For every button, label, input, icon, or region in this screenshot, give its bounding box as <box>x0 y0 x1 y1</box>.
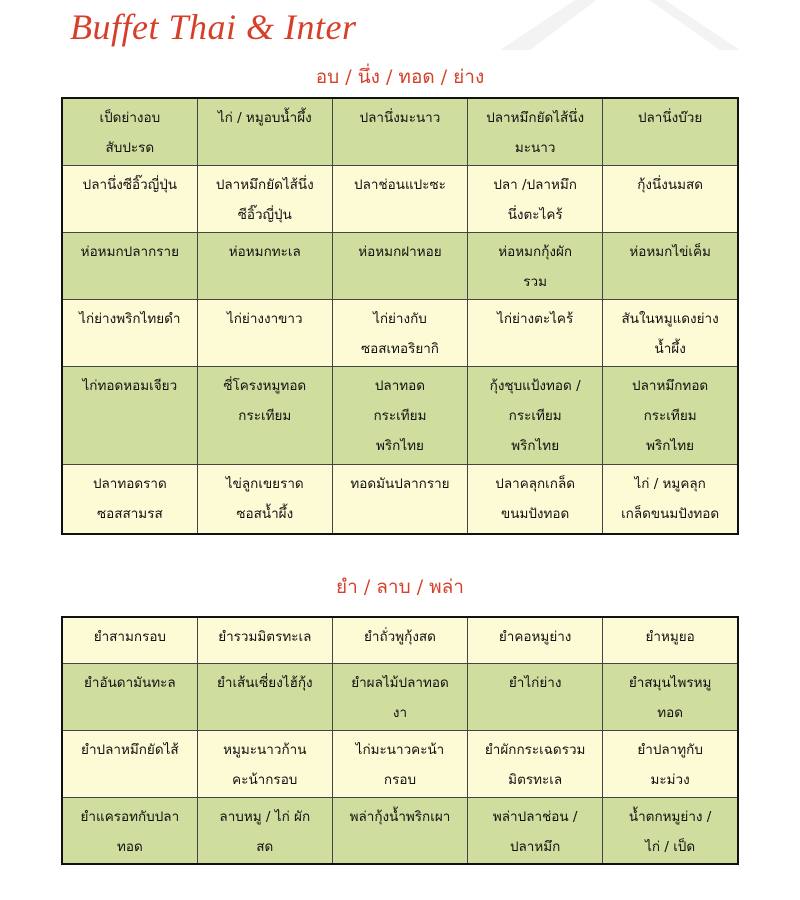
menu-item: ยำแครอทกับปลา ทอด <box>62 797 197 864</box>
menu-item: ยำสมุนไพรหมู ทอด <box>603 663 738 730</box>
menu-item: ไก่มะนาวคะน้า กรอบ <box>332 730 467 797</box>
section-heading-grilled: อบ / นึ่ง / ทอด / ย่าง <box>315 66 485 88</box>
menu-item: ไก่ / หมูคลุก เกล็ดขนมปังทอด <box>603 464 738 534</box>
menu-item: ยำคอหมูย่าง <box>468 617 603 663</box>
table-row <box>62 730 738 797</box>
menu-item: พล่าปลาช่อน / ปลาหมึก <box>468 797 603 864</box>
menu-item: ห่อหมกกุ้งผัก รวม <box>468 232 603 299</box>
menu-item: ยำปลาทูกับ มะม่วง <box>603 730 738 797</box>
menu-item: ซี่โครงหมูทอด กระเทียม <box>197 366 332 464</box>
menu-item: ไก่ย่างงาขาว <box>197 299 332 366</box>
table-row <box>62 663 738 730</box>
menu-item: น้ำตกหมูย่าง / ไก่ / เป็ด <box>603 797 738 864</box>
menu-item: ห่อหมกทะเล <box>197 232 332 299</box>
menu-item: หมูมะนาวก้าน คะน้ากรอบ <box>197 730 332 797</box>
table-row <box>62 232 738 299</box>
menu-item: ห่อหมกปลากราย <box>62 232 197 299</box>
menu-item: ยำผลไม้ปลาทอด งา <box>332 663 467 730</box>
watermark-graphic <box>440 0 800 50</box>
section-heading-salads: ยำ / ลาบ / พล่า <box>336 576 464 598</box>
menu-item: ยำรวมมิตรทะเล <box>197 617 332 663</box>
table-row <box>62 464 738 534</box>
menu-item: ห่อหมกฝาหอย <box>332 232 467 299</box>
menu-item: ยำถั่วพูกุ้งสด <box>332 617 467 663</box>
menu-item: ปลาหมึกยัดไส้นึ่ง ซีอิ๊วญี่ปุ่น <box>197 165 332 232</box>
menu-item: ไก่ทอดหอมเจียว <box>62 366 197 464</box>
table-row <box>62 617 738 663</box>
menu-item: ปลาทอด กระเทียม พริกไทย <box>332 366 467 464</box>
menu-item: ยำผักกระเฉดรวม มิตรทะเล <box>468 730 603 797</box>
menu-item: ไก่ / หมูอบน้ำผึ้ง <box>197 98 332 165</box>
menu-item: ยำอันดามันทะล <box>62 663 197 730</box>
page-title: Buffet Thai & Inter <box>70 7 357 47</box>
menu-item: เป็ดย่างอบ สับปะรด <box>62 98 197 165</box>
menu-item: ปลาหมึกทอด กระเทียม พริกไทย <box>603 366 738 464</box>
menu-item: ปลา /ปลาหมึก นึ่งตะไคร้ <box>468 165 603 232</box>
menu-item: กุ้งนึ่งนมสด <box>603 165 738 232</box>
menu-item: ยำไก่ย่าง <box>468 663 603 730</box>
table-row <box>62 98 738 165</box>
table-row <box>62 165 738 232</box>
menu-item: ปลาทอดราด ซอสสามรส <box>62 464 197 534</box>
menu-item: ยำปลาหมึกยัดไส้ <box>62 730 197 797</box>
menu-item: ปลาหมึกยัดไส้นึ่ง มะนาว <box>468 98 603 165</box>
menu-item: ไข่ลูกเขยราด ซอสน้ำผึ้ง <box>197 464 332 534</box>
table-row <box>62 797 738 864</box>
table-row <box>62 366 738 464</box>
menu-item: ทอดมันปลากราย <box>332 464 467 534</box>
menu-item: ปลาคลุกเกล็ด ขนมปังทอด <box>468 464 603 534</box>
menu-item: ปลานึ่งมะนาว <box>332 98 467 165</box>
menu-table-salads <box>61 616 739 865</box>
menu-item: ยำเส้นเซี่ยงไฮ้กุ้ง <box>197 663 332 730</box>
menu-item: สันในหมูแดงย่าง น้ำผึ้ง <box>603 299 738 366</box>
menu-item: ปลาช่อนแปะซะ <box>332 165 467 232</box>
menu-item: ห่อหมกไข่เค็ม <box>603 232 738 299</box>
menu-item: ไก่ย่างกับ ซอสเทอริยากิ <box>332 299 467 366</box>
menu-item: ปลานึ่งซีอิ๊วญี่ปุ่น <box>62 165 197 232</box>
menu-item: ยำหมูยอ <box>603 617 738 663</box>
menu-item: ปลานึ่งบ๊วย <box>603 98 738 165</box>
menu-item: พล่ากุ้งน้ำพริกเผา <box>332 797 467 864</box>
menu-item: ลาบหมู / ไก่ ผัก สด <box>197 797 332 864</box>
menu-item: กุ้งชุบแป้งทอด / กระเทียม พริกไทย <box>468 366 603 464</box>
menu-item: ยำสามกรอบ <box>62 617 197 663</box>
menu-item: ไก่ย่างพริกไทยดำ <box>62 299 197 366</box>
menu-item: ไก่ย่างตะไคร้ <box>468 299 603 366</box>
table-row <box>62 299 738 366</box>
menu-table-grilled <box>61 97 739 535</box>
